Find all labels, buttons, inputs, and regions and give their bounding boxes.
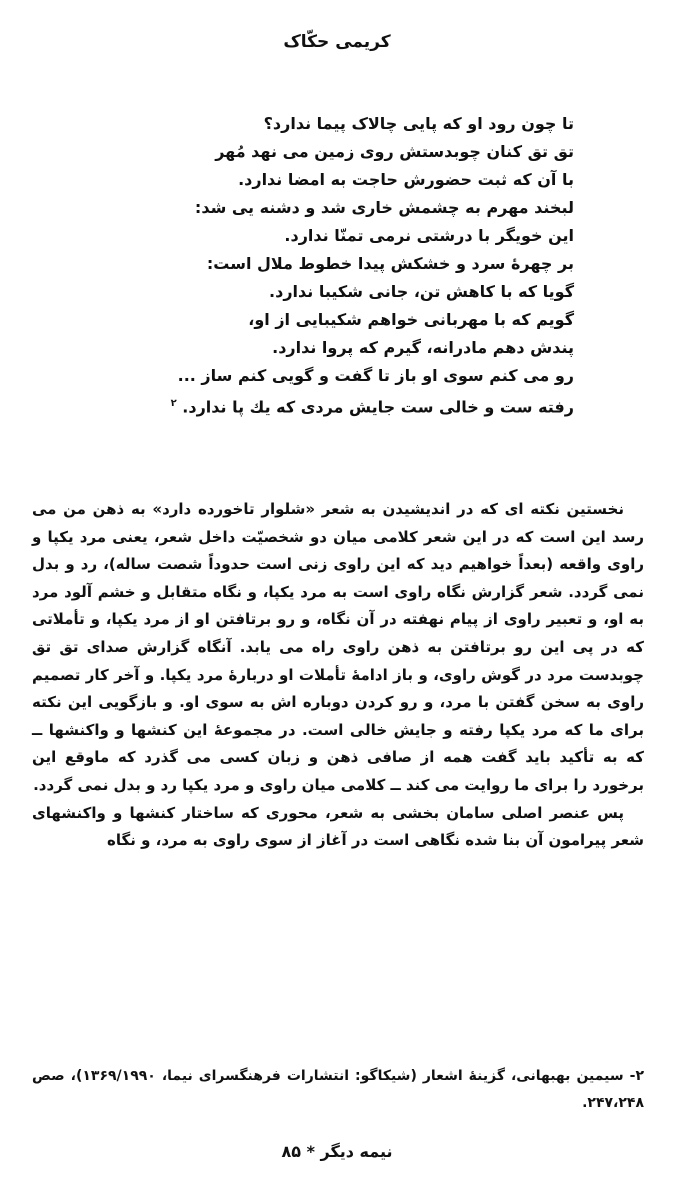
poem <box>154 110 574 418</box>
poem-line: این خویگر با درشتی نرمی تمنّا ندارد. <box>284 226 574 245</box>
body-text <box>32 496 644 855</box>
running-head: کریمی حکّاک <box>283 32 391 52</box>
poem-line: با آن که ثبت حضورش حاجت به امضا ندارد. <box>238 170 574 189</box>
poem-line: تق تق کنان چوبدستش روی زمین می نهد مُهر <box>215 142 574 161</box>
footnote-marker: ۲ <box>170 398 177 409</box>
paragraph: نخستین نکته ای که در اندیشیدن به شعر «شلوار تاخورده دارد» به ذهن من می رسد این است که در این شعر کلامی میان دو شخصیّت داخل شعر، یعنی مرد یکپا و راوی واقعه (بعداً خواهیم دید که این راوی زنی است حدوداً شصت ساله)، رد و بدل نمی گردد. شعر گزارش نگاه راوی است به مرد یکپا، و نگاه متقابل و خشم آلود مرد به او، و تعبیر راوی از پیام نهفته در آن نگاه، و رو برتافتن او از مرد یکپا، و تأملاتی که در پی این رو برتافتن به ذهن راوی راه می یابد. آنگاه گزارش صدای تق تق چوبدست مرد در گوش راوی، و باز ادامهٔ تأملات او دربارهٔ مرد یکپا. و آخر کار تصمیم راوی به سخن گفتن با مرد، و رو کردن دوباره اش به سوی او. و بازگویی این نکته برای ما که مرد یکپا رفته و جایش خالی است. در مجموعهٔ این کنشها و واکنشها ــ که به تأکید باید گفت همه از صافی ذهن و زبان کسی می گذرد که ماوقع این برخورد را برای ما روایت می کند ــ کلامی میان راوی و مرد یکپا رد و بدل نمی گردد. <box>32 500 644 794</box>
poem-line: لبخند مهرم به چشمش خاری شد و دشنه یی شد: <box>194 198 574 217</box>
poem-line: بر چهرهٔ سرد و خشکش پیدا خطوط ملال است: <box>206 254 574 273</box>
poem-line: گویم که با مهربانی خواهم شکیبایی از او، <box>248 310 574 329</box>
footnote: ۲- سیمین بهبهانی، گزینهٔ اشعار (شیکاگو: انتشارات فرهنگسرای نیما، ۱۳۶۹/۱۹۹۰)، صص ۲۴۷،۲۴۸. <box>32 1068 644 1111</box>
poem-line-last: رفته ست و خالی ست جایش مردی که یك پا ندارد. $^۲$ <box>170 397 574 417</box>
paragraph: پس عنصر اصلی سامان بخشی به شعر، محوری که ساختار کنشها و واکنشهای شعر پیرامون آن بنا شده نگاهی است در آغاز از سوی راوی به مرد، و نگاه <box>32 803 644 850</box>
poem-line: گویا که با کاهش تن، جانی شکیبا ندارد. <box>269 282 574 301</box>
poem-line: رو می کنم سوی او باز تا گفت و گویی کنم ساز ... <box>177 366 574 385</box>
poem-line: تا چون رود او که پایی چالاک پیما ندارد؟ <box>263 114 574 133</box>
page-number-footer: نیمه دیگر * ۸۵ <box>281 1142 393 1161</box>
poem-line: پندش دهم مادرانه، گیرم که پروا ندارد. <box>272 338 574 357</box>
